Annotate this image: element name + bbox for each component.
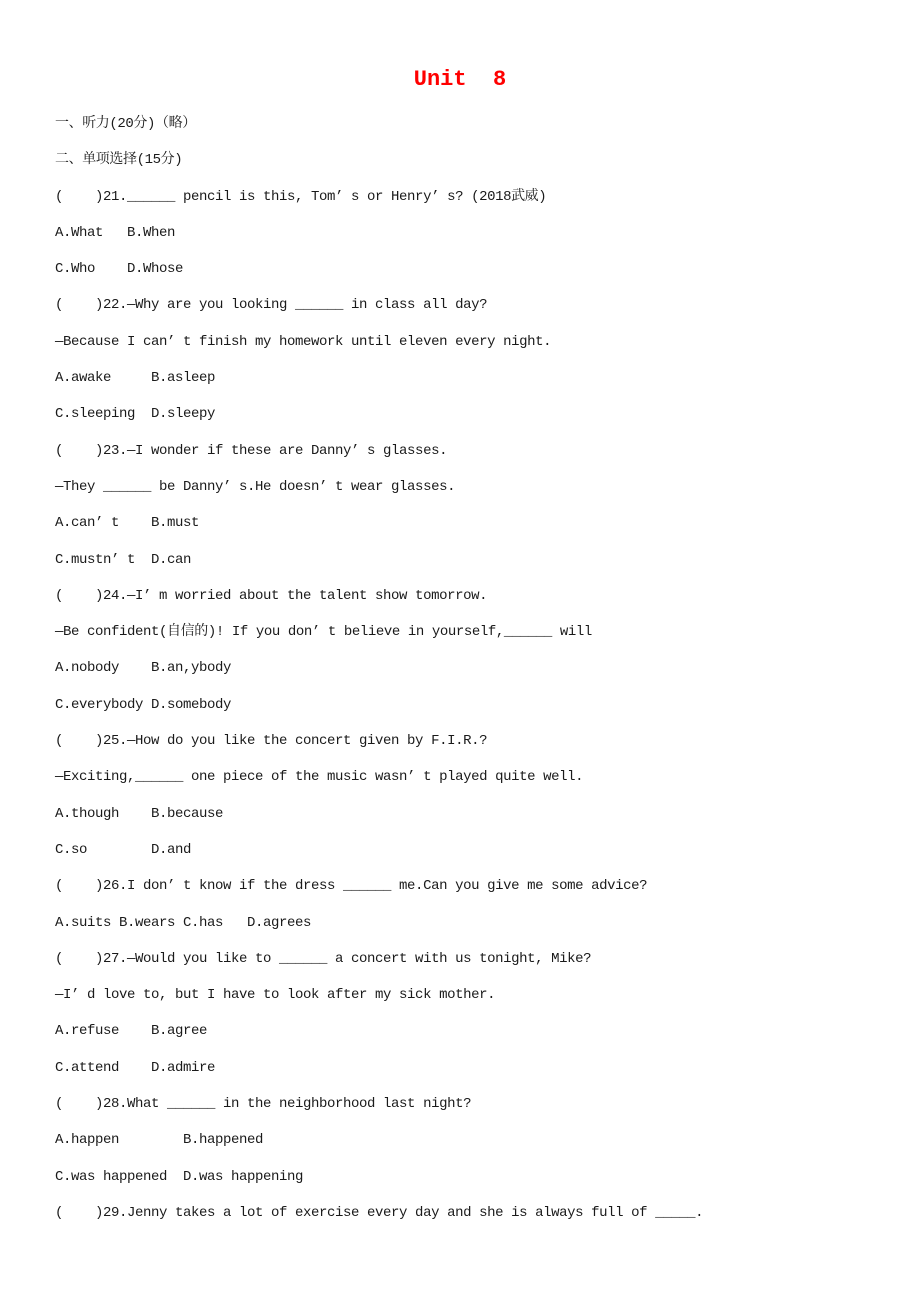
worksheet-body	[0, 106, 920, 1231]
section-heading-2: 二、单项选择(15分)	[55, 152, 183, 169]
question-24-options: C.everybody D.somebody	[55, 696, 232, 713]
question-22-options: A.awake B.asleep	[55, 370, 216, 387]
question-21-options: C.Who D.Whose	[55, 261, 184, 278]
question-27-response: —I’ d love to, but I have to look after my sick mother.	[55, 987, 496, 1004]
question-28-options: C.was happened D.was happening	[55, 1168, 304, 1185]
question-22-options: C.sleeping D.sleepy	[55, 406, 216, 423]
question-26-options: A.suits B.wears C.has D.agrees	[55, 914, 312, 931]
question-24-response: —Be confident(自信的)! If you don’ t believe in yourself,______ will	[55, 624, 592, 641]
question-27-stem: ( )27.—Would you like to ______ a concert with us tonight, Mike?	[55, 950, 592, 967]
page-title: Unit 8	[413, 67, 507, 92]
question-27-options: A.refuse B.agree	[55, 1023, 208, 1040]
question-24-stem: ( )24.—I’ m worried about the talent show tomorrow.	[55, 587, 488, 604]
question-28-stem: ( )28.What ______ in the neighborhood last night?	[55, 1096, 472, 1113]
question-25-response: —Exciting,______ one piece of the music wasn’ t played quite well.	[55, 769, 584, 786]
question-22-response: —Because I can’ t finish my homework until eleven every night.	[55, 333, 552, 350]
question-28-options: A.happen B.happened	[55, 1132, 264, 1149]
question-25-options: C.so D.and	[55, 841, 192, 858]
question-23-options: A.can’ t B.must	[55, 515, 200, 532]
question-25-options: A.though B.because	[55, 805, 224, 822]
question-21-stem: ( )21.______ pencil is this, Tom’ s or Henry’ s? (2018武威)	[55, 188, 547, 205]
question-24-options: A.nobody B.an,ybody	[55, 660, 232, 677]
question-25-stem: ( )25.—How do you like the concert given by F.I.R.?	[55, 733, 488, 750]
question-23-options: C.mustn’ t D.can	[55, 551, 192, 568]
question-29-stem: ( )29.Jenny takes a lot of exercise every day and she is always full of _____.	[55, 1204, 704, 1221]
question-23-response: —They ______ be Danny’ s.He doesn’ t wear glasses.	[55, 478, 456, 495]
question-22-stem: ( )22.—Why are you looking ______ in class all day?	[55, 297, 488, 314]
question-21-options: A.What B.When	[55, 224, 176, 241]
question-27-options: C.attend D.admire	[55, 1059, 216, 1076]
section-heading-1: 一、听力(20分)（略）	[55, 116, 196, 132]
question-26-stem: ( )26.I don’ t know if the dress ______ me.Can you give me some advice?	[55, 878, 648, 895]
question-23-stem: ( )23.—I wonder if these are Danny’ s glasses.	[55, 442, 448, 459]
